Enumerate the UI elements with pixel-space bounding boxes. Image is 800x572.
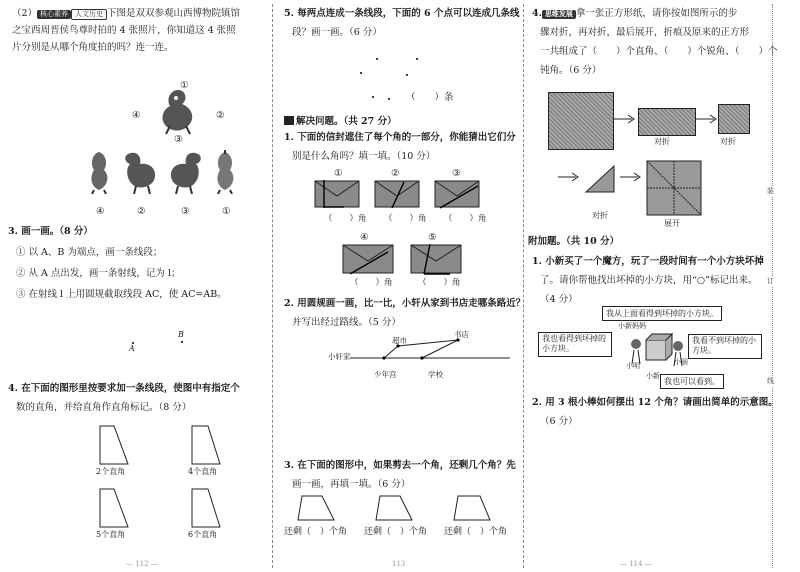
binding-label-3: 线 xyxy=(767,377,774,385)
q2-line1: （2） 核心素养 人文历史 下图是双双参观山西博物院镇馆 xyxy=(12,8,241,19)
q5-line1: 5. 每两点连成一条线段，下面的 6 个点可以连成几条线 xyxy=(284,8,520,19)
point-dot xyxy=(376,58,378,60)
middle-column xyxy=(280,0,526,572)
trapezoid-shape-2 xyxy=(186,424,226,466)
envelope-1-icon xyxy=(314,180,360,210)
arrow-right-icon xyxy=(558,172,580,182)
b2-line1: 2. 用 3 根小棒如何摆出 12 个角？请画出简单的示意图。 xyxy=(532,397,778,408)
fold-label-2: 对折 xyxy=(720,137,736,146)
envelope-2-icon xyxy=(374,180,420,210)
map-palace: 少年宫 xyxy=(374,370,397,379)
tag-core: 核心素养 xyxy=(37,10,71,19)
point-b-dot xyxy=(181,341,183,343)
shape-label-4: 4个直角 xyxy=(188,467,218,476)
photo-label-3: ③ xyxy=(181,206,190,217)
point-b-label: B xyxy=(178,330,184,339)
route-map xyxy=(340,330,510,380)
trapezoid-cut-1 xyxy=(296,494,336,522)
envelope-3-icon xyxy=(434,180,480,210)
point-dot xyxy=(388,98,390,100)
folded-rect xyxy=(638,108,696,136)
pencil-icon xyxy=(284,116,294,125)
kid-mom: 小新妈妈 xyxy=(618,322,646,330)
point-dot xyxy=(406,74,408,76)
photo-4-icon xyxy=(210,150,240,194)
envelope-5-icon xyxy=(410,244,462,276)
b1-line2: 了。请你帮他找出坏掉的小方块，用“○”标记出来。 xyxy=(540,275,758,286)
p2-line1: 2. 用圆规画一画，比一比，小轩从家到书店走哪条路近？ xyxy=(284,298,526,309)
r-q4-line4: 钝角。（6 分） xyxy=(540,65,602,76)
square-paper xyxy=(548,92,614,150)
envelope-answer-3: （ ）角 xyxy=(444,214,487,224)
view-label-2: ② xyxy=(216,110,225,121)
photo-2-icon xyxy=(120,148,160,194)
bonus-title: 附加题。（共 10 分） xyxy=(528,236,620,247)
binding-label-1: 装 xyxy=(767,187,774,195)
shape-label-2: 2个直角 xyxy=(96,467,126,476)
q3-title: 3. 画一画。（8 分） xyxy=(8,226,93,237)
unfolded-square xyxy=(646,160,702,216)
b1-line1: 1. 小新买了一个魔方，玩了一段时间有一个小方块坏掉 xyxy=(532,256,764,267)
envelope-answer-5: （ ）角 xyxy=(418,278,461,288)
q5-answer-blank: （ ）条 xyxy=(406,92,454,103)
q4-line1: 4. 在下面的图形里按要求加一条线段，使图中有指定个 xyxy=(8,383,240,394)
kid-li: 小丽 xyxy=(674,358,688,366)
left-column xyxy=(8,0,266,572)
remain-answer-3: 还剩（ ）个角 xyxy=(444,527,508,537)
point-dot xyxy=(372,96,374,98)
photo-label-1: ④ xyxy=(96,206,105,217)
shape-label-6: 6个直角 xyxy=(188,530,218,539)
p2-line2: 并写出经过路线。（5 分） xyxy=(292,317,401,328)
speech-bubble-ming: 我也看得到坏掉的小方块。 xyxy=(538,332,612,357)
p1-line2: 别是什么角吗？填一填。（10 分） xyxy=(292,151,436,162)
arrow-right-icon xyxy=(614,114,636,124)
r-q4-line1: 4. 思维发展 拿一张正方形纸，请你按如图所示的步 xyxy=(532,8,738,19)
q2-line2: 之宝西周晋侯鸟尊时拍的 4 张照片，你知道这 4 张照 xyxy=(12,25,236,36)
view-label-3: ③ xyxy=(174,134,183,145)
p1-line1: 1. 下面的信封遮住了每个角的一部分，你能猜出它们分 xyxy=(284,132,516,143)
q3-step2: ② 从 A 点出发，画一条射线，记为 l； xyxy=(16,268,181,279)
map-school: 学校 xyxy=(428,370,443,379)
p3-line2: 画一画，再填一填。（6 分） xyxy=(292,479,411,490)
speech-bubble-mom: 我从上面看得到坏掉的小方块。 xyxy=(602,306,722,321)
map-bookstore: 书店 xyxy=(454,330,469,339)
arrow-right-icon xyxy=(620,172,642,182)
envelope-answer-2: （ ）角 xyxy=(384,214,427,224)
envelope-answer-4: （ ）角 xyxy=(350,278,393,288)
page-number-left: — 112 — xyxy=(126,560,158,568)
envelope-4-icon xyxy=(342,244,394,276)
unfold-label: 展开 xyxy=(664,219,680,228)
r-q4-line2: 骤对折，再对折，最后展开，折痕及原来的正方形 xyxy=(540,27,750,38)
map-market: 超市 xyxy=(392,336,407,345)
section-solve: 解决问题。（共 27 分） xyxy=(284,113,397,127)
folded-triangle xyxy=(584,164,616,194)
p3-line1: 3. 在下面的图形中，如果剪去一个角，还剩几个角？先 xyxy=(284,460,516,471)
photo-3-icon xyxy=(166,148,206,194)
q3-step1: ① 以 A、B 为端点，画一条线段； xyxy=(16,247,163,258)
envelope-num-1: ① xyxy=(334,168,343,179)
point-dot xyxy=(416,58,418,60)
b1-line3: （4 分） xyxy=(540,294,578,305)
r-q4-line3: 一共组成了（ ）个直角、（ ）个锐角、（ ）个 xyxy=(540,46,778,57)
map-home: 小轩家 xyxy=(328,352,351,361)
folded-square xyxy=(718,104,750,134)
view-label-1: ① xyxy=(180,80,189,91)
q4-line2: 数的直角，并给直角作直角标记。（8 分） xyxy=(16,402,192,413)
binding-label-2: 订 xyxy=(767,277,774,285)
photo-1-icon xyxy=(84,150,114,194)
speech-bubble-li: 我看不到坏掉的小方块。 xyxy=(688,334,762,359)
photo-label-4: ① xyxy=(222,206,231,217)
kid-ming: 小明 xyxy=(626,362,640,370)
q5-line2: 段？画一画。（6 分） xyxy=(292,27,382,38)
point-a-label: A xyxy=(129,344,135,353)
fold-label-1: 对折 xyxy=(654,137,670,146)
trapezoid-cut-2 xyxy=(374,494,414,522)
trapezoid-shape-3 xyxy=(94,487,134,529)
envelope-num-5: ⑤ xyxy=(428,232,437,243)
envelope-num-4: ④ xyxy=(360,232,369,243)
b2-line2: （6 分） xyxy=(540,416,578,427)
q2-line3: 片分别是从哪个角度拍的吗？连一连。 xyxy=(12,42,174,53)
point-dot xyxy=(360,72,362,74)
binding-line xyxy=(772,4,773,568)
envelope-answer-1: （ ）角 xyxy=(324,214,367,224)
remain-answer-1: 还剩（ ）个角 xyxy=(284,527,348,537)
bird-vessel-icon xyxy=(148,86,208,136)
envelope-num-3: ③ xyxy=(452,168,461,179)
page-number-right: — 114 — xyxy=(620,560,652,568)
remain-answer-2: 还剩（ ）个角 xyxy=(364,527,428,537)
right-column xyxy=(528,0,778,572)
speech-bubble-xin: 我也可以看到。 xyxy=(660,374,724,389)
trapezoid-shape-1 xyxy=(94,424,134,466)
page-number-middle: 113 xyxy=(392,560,406,568)
tag-history: 人文历史 xyxy=(71,9,107,20)
trapezoid-shape-4 xyxy=(186,487,226,529)
view-label-4: ④ xyxy=(132,110,141,121)
photo-label-2: ② xyxy=(137,206,146,217)
trapezoid-cut-3 xyxy=(452,494,492,522)
fold-label-3: 对折 xyxy=(592,211,608,220)
column-divider-2 xyxy=(523,4,524,568)
arrow-right-icon xyxy=(696,114,718,124)
q3-step3: ③ 在射线 l 上用圆规截取线段 AC，使 AC=AB。 xyxy=(16,289,227,300)
column-divider-1 xyxy=(272,4,273,568)
tag-thinking: 思维发展 xyxy=(542,10,576,19)
kid-xin: 小新 xyxy=(646,372,660,380)
envelope-num-2: ② xyxy=(391,168,400,179)
shape-label-5: 5个直角 xyxy=(96,530,126,539)
